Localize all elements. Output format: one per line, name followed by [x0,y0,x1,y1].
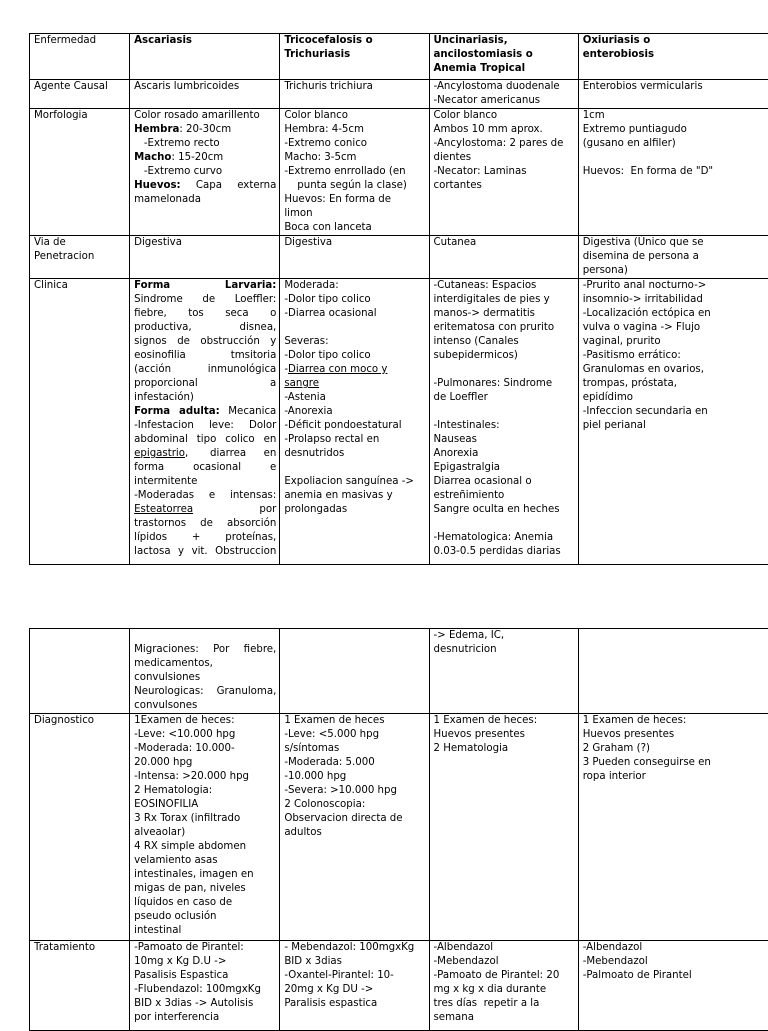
cell-line [284,433,425,447]
cell-line: insomnio-> irritabilidad [582,294,703,305]
cell-line: 1cm [582,110,605,121]
agente-ascariasis: Ascaris lumbricoides [130,80,280,109]
cell-line [284,307,425,321]
line-text: lípidos + proteínas, [134,532,277,543]
cell-line: cortantes [433,180,482,191]
line-text: -Diarrea ocasional [284,308,377,319]
cell-line: intenso (Canales [433,336,519,347]
cell-line: ropa interior [582,771,646,782]
cell-line: 3 Pueden conseguirse en [582,757,711,768]
row-label-diagnostico: Diagnostico [30,714,130,941]
cell-line [284,447,425,461]
cell-line: -Intensa: >20.000 hpg [134,771,250,782]
cell-line [134,461,276,475]
row-label-via-penetracion: Via de Penetracion [30,236,130,279]
via-oxiuriasis: Digestiva (Único que se disemina de persona a persona) [578,236,768,279]
cell-line: 2 Hematologia [433,743,509,754]
cell-line: -> Edema, IC, [433,630,505,641]
cell-line: -Necator: Laminas [433,166,527,177]
cell-line: 1Examen de heces: [134,715,235,726]
cell-line: Boca con lanceta [284,222,372,233]
cell-line [134,363,276,377]
cell-line: -Leve: <10.000 hpg [134,729,236,740]
line-text: -Extremo curvo [134,166,223,177]
row-label-tratamiento: Tratamiento [30,941,130,1031]
cell-line [134,447,276,461]
line-text: mamelonada [134,194,201,205]
via-uncinariasis: Cutanea [429,236,578,279]
cell-line [284,335,425,349]
line-text: Sindrome de Loeffler: [134,294,277,305]
cell-line [134,545,276,559]
clinica-ascariasis [130,279,280,565]
bold-term: Macho [134,152,172,163]
line-text: eosinofilia tmsitoria [134,350,277,361]
line-text: Moderada: [284,280,339,291]
agente-tricocefalosis: Trichuris trichiura [280,80,429,109]
cell-line: -Albendazol [582,942,643,953]
parasitosis-table-page1 [29,33,768,565]
cell-line: 10mg x Kg D.U -> [134,956,227,967]
cell-line: -Palmoato de Pirantel [582,970,692,981]
cell-line [284,503,425,517]
line-text: infestación) [134,392,194,403]
cell-line [583,151,768,165]
cell-line: Observacion directa de [284,813,403,824]
cell-line: -Cutaneas: Espacios [433,280,537,291]
cell-line [284,461,425,475]
cell-line [284,419,425,433]
parasitosis-table-page2 [29,628,768,1031]
morfologia-tricocefalosis [280,109,429,236]
cell-line: -Severa: >10.000 hpg [284,785,397,796]
row-label-agente-causal: Agente Causal [30,80,130,109]
cell-line: Hembra: 4-5cm [284,124,364,135]
cell-line [134,165,276,179]
cell-line [134,279,276,293]
line-text: : 15-20cm [171,152,224,163]
diagnostico-tricocefalosis [280,714,429,941]
cell-line [284,293,425,307]
cell-line [134,405,276,419]
cell-line [284,489,425,503]
line-text: convulsiones [134,672,201,683]
cell-line [134,475,276,489]
cell-line: Pasalisis Espastica [134,970,229,981]
cell-line: BID x 3dias -> Autolisis [134,998,254,1009]
line-text: -Extremo recto [134,138,220,149]
cell-line [434,517,575,531]
cell-line: -Ancylostoma: 2 pares de [433,138,564,149]
cell-line [134,433,276,447]
underlined-term: sangre [284,378,320,389]
underlined-term: epigastrio [134,448,185,459]
cell-line: -Intestinales: [433,420,500,431]
cell-line: vulva o vagina -> Flujo [582,322,701,333]
line-text: Neurologicas: Granuloma, [134,686,277,697]
cell-line: Paralisis espastica [284,998,378,1009]
line-text: prolongadas [284,504,348,515]
cell-line [284,279,425,293]
line-text: proporcional a [134,378,277,389]
diagnostico-uncinariasis [429,714,578,941]
cell-line: Huevos: En forma de [284,194,392,205]
cell-line [134,657,276,671]
cell-line: eritematosa con prurito [433,322,555,333]
row-label-clinica: Clinica [30,279,130,565]
line-text: -Anorexia [284,406,333,417]
line-text: convulsones [134,700,198,711]
line-text: anemia en masivas y [284,490,393,501]
cell-line: Huevos presentes [433,729,525,740]
cell-line: 3 Rx Torax (infiltrado [134,813,241,824]
continuation-uncinariasis [429,629,578,714]
cell-line: intestinal [134,925,182,936]
cell-line: -Localización ectópica en [582,308,711,319]
cell-line: -Oxantel-Pirantel: 10- [284,970,394,981]
cell-line [134,391,276,405]
clinica-oxiuriasis [578,279,768,565]
header-tricocefalosis: Tricocefalosis o Trichuriasis [280,34,429,80]
cell-line: Extremo puntiagudo [582,124,687,135]
header-uncinariasis: Uncinariasis, ancilostomiasis o Anemia Tropical [429,34,578,80]
cell-line: -Extremo conico [284,138,368,149]
cell-line: (gusano en alfiler) [582,138,676,149]
cell-line [134,419,276,433]
underlined-term: Diarrea con moco y [288,364,388,375]
cell-line [434,405,575,419]
clinica-uncinariasis [429,279,578,565]
cell-line: BID x 3dias [284,956,342,967]
cell-line: -Moderada: 10.000- [134,743,235,754]
cell-line: -Pulmonares: Sindrome [433,378,553,389]
cell-line [134,531,276,545]
line-text: Color rosado amarillento [134,110,260,121]
bold-term: Hembra [134,124,180,135]
cell-line: Diarrea ocasional o [433,476,532,487]
line-text: Severas: [284,336,329,347]
cell-line: -Infeccion secundaria en [582,406,708,417]
cell-line: Epigastralgia [433,462,501,473]
continuation-label [30,629,130,714]
cell-line [134,293,276,307]
cell-line: 1 Examen de heces: [433,715,538,726]
agente-uncinariasis: -Ancylostoma duodenale -Necator americanus [429,80,578,109]
line-text: lactosa y vit. Obstruccion [134,546,277,557]
cell-line: estreñimiento [433,490,505,501]
cell-line: -Extremo enrrollado (en [284,166,406,177]
bold-term: Huevos: [134,180,181,191]
cell-line: Huevos: En forma de "D" [582,166,714,177]
header-ascariasis: Ascariasis [130,34,280,80]
line-text: -Prolapso rectal en [284,434,380,445]
cell-line [134,349,276,363]
cell-line: limon [284,208,313,219]
line-text: Capa externa [180,180,277,191]
cell-line [134,179,276,193]
via-ascariasis: Digestiva [130,236,280,279]
tratamiento-tricocefalosis [280,941,429,1031]
line-text: productiva, disnea, [134,322,277,333]
cell-line: -10.000 hpg [284,771,347,782]
cell-line: dientes [433,152,472,163]
cell-line [134,137,276,151]
tratamiento-ascariasis [130,941,280,1031]
morfologia-ascariasis [130,109,280,236]
cell-line: -Moderada: 5.000 [284,757,375,768]
cell-line [134,629,276,643]
cell-line: 2 Hematologia: [134,785,213,796]
cell-line: Ambos 10 mm aprox. [433,124,543,135]
cell-line [134,193,276,207]
cell-line: intestinales, imagen en [134,869,254,880]
line-text: - [284,364,288,375]
cell-line [134,377,276,391]
line-text: intermitente [134,476,198,487]
cell-line [434,363,575,377]
cell-line [134,335,276,349]
cell-line [284,321,425,335]
continuation-tricocefalosis [280,629,429,714]
cell-line [134,643,276,657]
via-tricocefalosis: Digestiva [280,236,429,279]
cell-line: 2 Graham (?) [582,743,650,754]
diagnostico-ascariasis [130,714,280,941]
cell-line: desnutricion [433,644,497,655]
cell-line: -Pamoato de Pirantel: [134,942,244,953]
line-text: -Déficit pondoestatural [284,420,402,431]
cell-line: Huevos presentes [582,729,675,740]
cell-line [134,517,276,531]
cell-line: adultos [284,827,322,838]
line-text: Expoliacion sanguínea -> [284,476,414,487]
line-text: Migraciones: Por fiebre, [134,644,277,655]
cell-line: -Mebendazol [582,956,648,967]
cell-line: semana [433,1012,474,1023]
cell-line [284,349,425,363]
cell-line [134,685,276,699]
morfologia-uncinariasis [429,109,578,236]
cell-line: vaginal, prurito [582,336,661,347]
cell-line: alveaolar) [134,827,186,838]
cell-line: Macho: 3-5cm [284,152,357,163]
cell-line: -Flubendazol: 100mgxKg [134,984,261,995]
cell-line [134,307,276,321]
underlined-term: Esteatorrea [134,504,194,515]
line-text: , diarrea en [184,448,277,459]
cell-line [134,699,276,713]
cell-line: interdigitales de pies y [433,294,550,305]
line-text: -Infestacion leve: Dolor [134,420,277,431]
cell-line [134,123,276,137]
cell-line: Anorexia [433,448,479,459]
tratamiento-oxiuriasis [578,941,768,1031]
cell-line [134,151,276,165]
line-text: por [193,504,277,515]
line-text: trastornos de absorción [134,518,277,529]
line-text: -Dolor tipo colico [284,350,371,361]
header-enfermedad: Enfermedad [30,34,130,80]
cell-line: velamiento asas [134,855,218,866]
cell-line: Granulomas en ovarios, [582,364,704,375]
cell-line: pseudo oclusión [134,911,217,922]
cell-line: EOSINOFILIA [134,799,199,810]
cell-line: -Pamoato de Pirantel: 20 [433,970,560,981]
line-text: (acción inmunológica [134,364,277,375]
cell-line [134,109,276,123]
line-text: Mecanica [219,406,277,417]
line-text: : 20-30cm [179,124,232,135]
header-oxiuriasis: Oxiuriasis o enterobiosis [578,34,768,80]
cell-line: - Mebendazol: 100mgxKg [284,942,415,953]
agente-oxiuriasis: Enterobios vermicularis [578,80,768,109]
cell-line: punta según la clase) [284,180,407,191]
line-text: -Astenia [284,392,326,403]
line-text: -Moderadas e intensas: [134,490,277,501]
cell-line: 2 Colonoscopia: [284,799,366,810]
cell-line: tres días repetir a la [433,998,540,1009]
cell-line [284,391,425,405]
morfologia-oxiuriasis [578,109,768,236]
row-label-morfologia: Morfologia [30,109,130,236]
cell-line [134,489,276,503]
cell-line: por interferencia [134,1012,220,1023]
cell-line: -Hematologica: Anemia [433,532,554,543]
cell-line: de Loeffler [433,392,488,403]
bold-term: Forma adulta: [134,406,220,417]
cell-line: epidídimo [582,392,634,403]
cell-line: 20mg x Kg DU -> [284,984,374,995]
clinica-tricocefalosis [280,279,429,565]
cell-line: líquidos en caso de [134,897,233,908]
cell-line: Nauseas [433,434,477,445]
cell-line: -Albendazol [433,942,494,953]
cell-line: Color blanco [284,110,348,121]
cell-line [284,377,425,391]
diagnostico-oxiuriasis [578,714,768,941]
cell-line [134,321,276,335]
cell-line: -Mebendazol [433,956,499,967]
cell-line: piel perianal [582,420,646,431]
bold-term: Forma Larvaria: [134,280,277,291]
line-text: forma ocasional e [134,462,277,473]
cell-line: Color blanco [433,110,498,121]
line-text: medicamentos, [134,658,213,669]
cell-line [284,363,425,377]
cell-line: manos-> dermatitis [433,308,535,319]
line-text: signos de obstrucción y [134,336,277,347]
tratamiento-uncinariasis [429,941,578,1031]
cell-line [134,503,276,517]
cell-line: mg x kg x dia durante [433,984,547,995]
line-text: desnutridos [284,448,345,459]
cell-line: 0.03-0.5 perdidas diarias [433,546,561,557]
continuation-ascariasis [130,629,280,714]
cell-line [134,671,276,685]
cell-line: 4 RX simple abdomen [134,841,247,852]
line-text: -Dolor tipo colico [284,294,371,305]
cell-line [284,475,425,489]
line-text: abdominal tipo colico en [134,434,277,445]
cell-line: 20.000 hpg [134,757,193,768]
line-text: fiebre, tos seca o [134,308,277,319]
cell-line: 1 Examen de heces [284,715,385,726]
cell-line: 1 Examen de heces: [582,715,687,726]
cell-line: Sangre oculta en heches [433,504,560,515]
cell-line: s/síntomas [284,743,340,754]
continuation-oxiuriasis [578,629,768,714]
cell-line: -Pasitismo errático: [582,350,681,361]
cell-line: subepidermicos) [433,350,518,361]
cell-line [284,405,425,419]
cell-line: -Leve: <5.000 hpg [284,729,380,740]
cell-line: migas de pan, niveles [134,883,246,894]
cell-line: -Prurito anal nocturno-> [582,280,707,291]
cell-line: trompas, próstata, [582,378,677,389]
